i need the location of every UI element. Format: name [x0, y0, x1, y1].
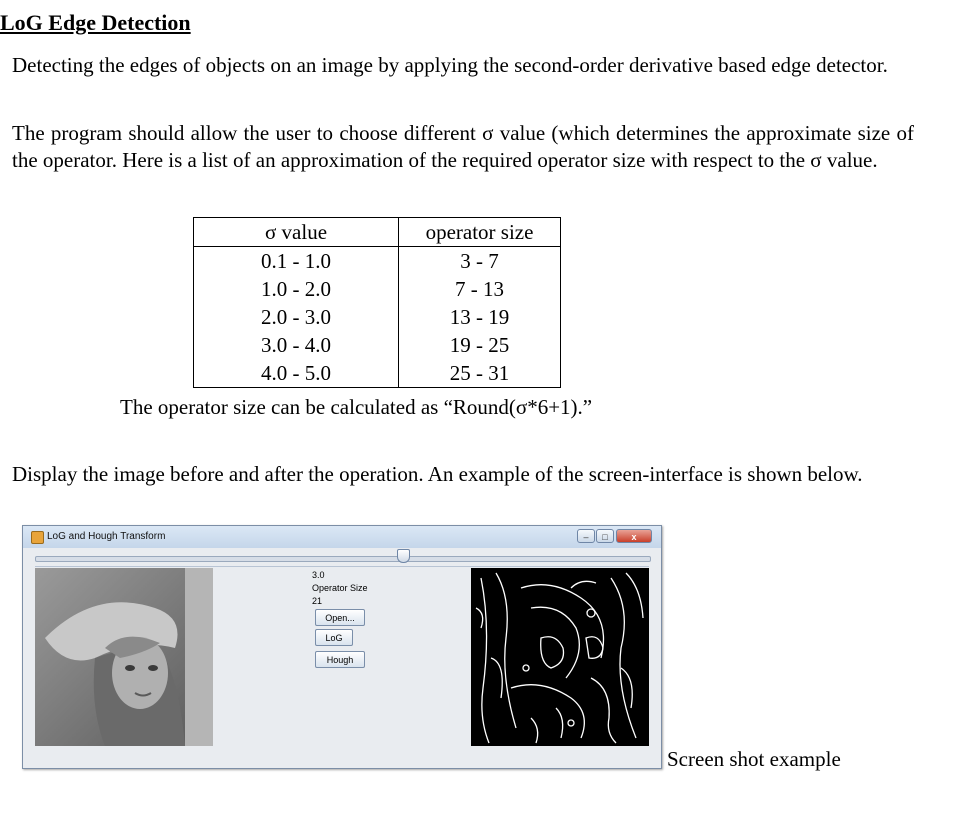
size-cell: 13 - 19 — [399, 303, 561, 331]
operator-size-value: 21 — [312, 596, 323, 606]
display-paragraph: Display the image before and after the operation. An example of the screen-interface is shown below. — [12, 462, 863, 486]
sigma-cell: 3.0 - 4.0 — [194, 331, 399, 359]
window-title: LoG and Hough Transform — [47, 531, 166, 542]
java-app-icon — [31, 531, 44, 544]
original-image — [35, 568, 213, 746]
slider-divider — [35, 566, 649, 567]
table-row — [194, 331, 561, 359]
table-row — [194, 247, 561, 276]
operator-size-label: Operator Size — [312, 583, 368, 593]
table-row — [194, 303, 561, 331]
window-titlebar — [23, 526, 661, 548]
sigma-cell: 1.0 - 2.0 — [194, 275, 399, 303]
log-button[interactable]: LoG — [315, 629, 353, 646]
table-header-row — [194, 218, 561, 247]
screenshot-window — [22, 525, 662, 769]
size-cell: 3 - 7 — [399, 247, 561, 276]
sigma-cell: 4.0 - 5.0 — [194, 359, 399, 388]
size-cell: 19 - 25 — [399, 331, 561, 359]
requirement-paragraph: The program should allow the user to choose different σ value (which determines the approximate size of the operator. Here is a list of an approximation of the required operator size with respect to the σ value. — [12, 121, 914, 172]
formula-text: The operator size can be calculated as “Round(σ*6+1).” — [120, 395, 593, 419]
open-button[interactable]: Open... — [315, 609, 365, 626]
sigma-cell: 2.0 - 3.0 — [194, 303, 399, 331]
intro-paragraph: Detecting the edges of objects on an image by applying the second-order derivative based edge detector. — [12, 53, 888, 77]
maximize-button[interactable]: □ — [596, 529, 614, 543]
sigma-value: 3.0 — [312, 570, 325, 580]
size-cell: 7 - 13 — [399, 275, 561, 303]
table-row — [194, 275, 561, 303]
table-row — [194, 359, 561, 388]
sigma-slider[interactable] — [35, 556, 651, 562]
close-button[interactable]: x — [616, 529, 652, 543]
operator-size-header: operator size — [399, 218, 561, 247]
sigma-table — [193, 217, 561, 388]
size-cell: 25 - 31 — [399, 359, 561, 388]
hough-button[interactable]: Hough — [315, 651, 365, 668]
sigma-header: σ value — [194, 218, 399, 247]
edge-image — [471, 568, 649, 746]
section-heading: LoG Edge Detection — [0, 10, 191, 35]
minimize-button[interactable]: – — [577, 529, 595, 543]
screenshot-caption: Screen shot example — [667, 747, 841, 771]
sigma-cell: 0.1 - 1.0 — [194, 247, 399, 276]
slider-thumb[interactable] — [397, 549, 410, 563]
